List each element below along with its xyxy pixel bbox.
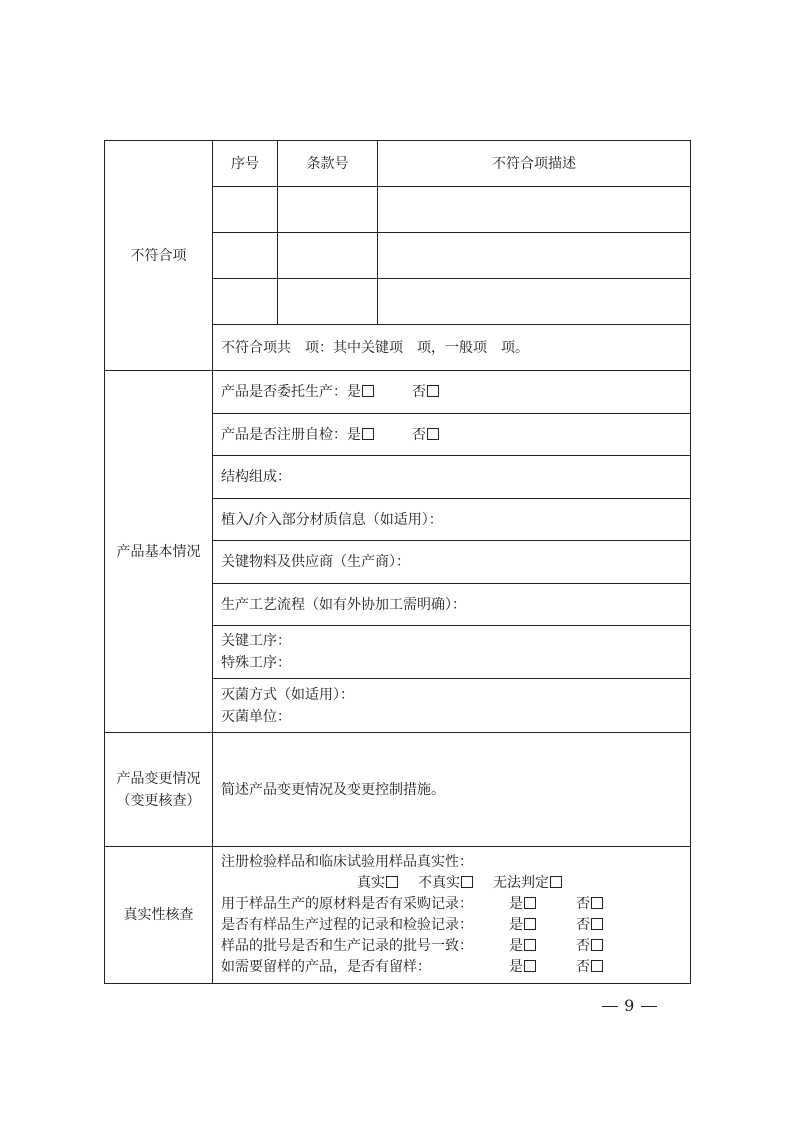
- process-steps-field[interactable]: [213, 626, 691, 679]
- q3-no-option[interactable]: [576, 915, 603, 936]
- yes-label: 是: [509, 938, 523, 954]
- undetermined-checkbox[interactable]: [550, 876, 562, 888]
- no-label: 否: [576, 917, 590, 933]
- nonconform-label: 不符合项: [105, 141, 213, 371]
- col-seq-header: 序号: [213, 141, 278, 187]
- yes-checkbox[interactable]: [524, 897, 536, 909]
- dash-right: [641, 1006, 657, 1007]
- not-real-checkbox[interactable]: [461, 876, 473, 888]
- no-checkbox[interactable]: [591, 918, 603, 930]
- authenticity-q1: 注册检验样品和临床试验用样品真实性：: [221, 854, 473, 870]
- undetermined-label: 无法判定: [493, 875, 549, 891]
- implant-material-field[interactable]: 植入/介入部分材质信息（如适用）：: [213, 499, 691, 541]
- col-clause-header: 条款号: [278, 141, 378, 187]
- not-real-label: 不真实: [418, 875, 460, 891]
- yes-label: 是: [347, 426, 361, 443]
- self-test-no-option[interactable]: [412, 424, 439, 446]
- q2-no-option[interactable]: [576, 894, 603, 915]
- structure-field[interactable]: 结构组成：: [213, 456, 691, 499]
- change-label: [105, 733, 213, 847]
- authenticity-q3: 是否有样品生产过程的记录和检验记录：: [221, 917, 473, 933]
- clause-cell[interactable]: [278, 187, 378, 233]
- self-test-field: [213, 414, 691, 456]
- product-label: 产品基本情况: [105, 371, 213, 733]
- yes-label: 是: [509, 896, 523, 912]
- no-checkbox[interactable]: [427, 428, 439, 440]
- no-label: 否: [576, 959, 590, 975]
- no-checkbox[interactable]: [591, 897, 603, 909]
- dash-left: [602, 1006, 618, 1007]
- yes-checkbox[interactable]: [524, 960, 536, 972]
- q2-yes-option[interactable]: [509, 894, 536, 915]
- authenticity-q5-line: [221, 957, 682, 978]
- nonconform-header-row: [105, 141, 691, 187]
- page-number: [602, 996, 657, 1015]
- no-label: 否: [576, 938, 590, 954]
- real-label: 真实: [357, 875, 385, 891]
- entrusted-text: 产品是否委托生产：: [221, 384, 347, 400]
- real-checkbox[interactable]: [386, 876, 398, 888]
- authenticity-q3-line: [221, 915, 682, 936]
- product-row: [105, 371, 691, 414]
- entrusted-no-option[interactable]: [412, 381, 439, 403]
- change-description-field[interactable]: 简述产品变更情况及变更控制措施。: [213, 733, 691, 847]
- authenticity-q4: 样品的批号是否和生产记录的批号一致：: [221, 938, 473, 954]
- q4-yes-option[interactable]: [509, 936, 536, 957]
- yes-label: 是: [509, 917, 523, 933]
- authenticity-q1-options: [221, 873, 682, 894]
- no-label: 否: [576, 896, 590, 912]
- sterilization-field[interactable]: [213, 679, 691, 733]
- page-number-value: 9: [624, 996, 636, 1015]
- authenticity-q4-line: [221, 936, 682, 957]
- entrusted-field: [213, 371, 691, 414]
- clause-cell[interactable]: [278, 279, 378, 325]
- seq-cell[interactable]: [213, 233, 278, 279]
- change-row: [105, 733, 691, 847]
- no-checkbox[interactable]: [591, 939, 603, 951]
- col-desc-header: 不符合项描述: [378, 141, 691, 187]
- nonconform-summary: 不符合项共 项：其中关键项 项，一般项 项。: [213, 325, 691, 371]
- no-checkbox[interactable]: [427, 385, 439, 397]
- yes-label: 是: [509, 959, 523, 975]
- entrusted-yes-option[interactable]: [347, 381, 374, 403]
- real-option[interactable]: [357, 873, 398, 894]
- process-field[interactable]: 生产工艺流程（如有外协加工需明确）：: [213, 584, 691, 626]
- q4-no-option[interactable]: [576, 936, 603, 957]
- desc-cell[interactable]: [378, 233, 691, 279]
- change-label-line2: （变更核查）: [116, 792, 201, 809]
- sterilization-unit-text: 灭菌单位：: [221, 708, 291, 725]
- yes-checkbox[interactable]: [524, 918, 536, 930]
- desc-cell[interactable]: [378, 187, 691, 233]
- yes-label: 是: [347, 384, 361, 400]
- authenticity-q2-line: [221, 894, 682, 915]
- no-label: 否: [412, 384, 426, 400]
- q5-yes-option[interactable]: [509, 957, 536, 978]
- q5-no-option[interactable]: [576, 957, 603, 978]
- seq-cell[interactable]: [213, 187, 278, 233]
- not-real-option[interactable]: [418, 873, 473, 894]
- special-process-text: 特殊工序：: [221, 655, 291, 671]
- key-materials-field[interactable]: 关键物料及供应商（生产商）：: [213, 541, 691, 584]
- change-label-line1: 产品变更情况: [116, 770, 201, 787]
- key-process-text: 关键工序：: [221, 633, 291, 649]
- authenticity-field: [213, 847, 691, 984]
- authenticity-q2: 用于样品生产的原材料是否有采购记录：: [221, 896, 473, 912]
- self-test-text: 产品是否注册自检：: [221, 426, 347, 443]
- q3-yes-option[interactable]: [509, 915, 536, 936]
- seq-cell[interactable]: [213, 279, 278, 325]
- desc-cell[interactable]: [378, 279, 691, 325]
- clause-cell[interactable]: [278, 233, 378, 279]
- self-test-yes-option[interactable]: [347, 424, 374, 446]
- no-label: 否: [412, 426, 426, 443]
- authenticity-row: [105, 847, 691, 984]
- inspection-form-table: [104, 140, 691, 984]
- yes-checkbox[interactable]: [524, 939, 536, 951]
- authenticity-label: 真实性核查: [105, 847, 213, 984]
- yes-checkbox[interactable]: [362, 428, 374, 440]
- sterilization-method-text: 灭菌方式（如适用）：: [221, 686, 354, 703]
- yes-checkbox[interactable]: [362, 385, 374, 397]
- authenticity-q5: 如需要留样的产品，是否有留样：: [221, 959, 431, 975]
- undetermined-option[interactable]: [493, 873, 562, 894]
- no-checkbox[interactable]: [591, 960, 603, 972]
